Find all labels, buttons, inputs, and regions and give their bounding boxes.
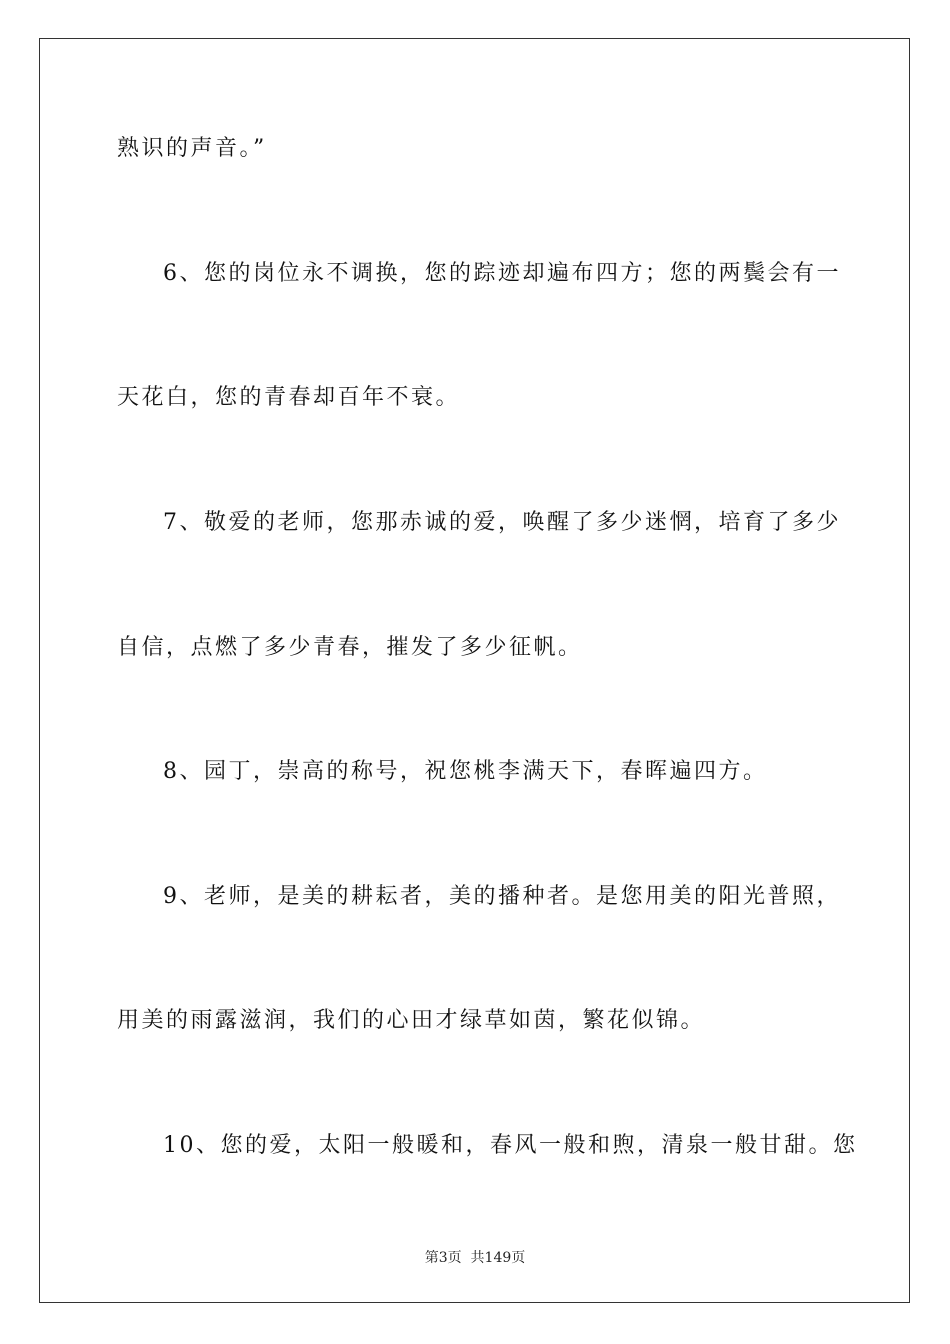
text-line-2: 6、您的岗位永不调换，您的踪迹却遍布四方；您的两鬓会有一: [163, 261, 841, 286]
text-line-3: 天花白，您的青春却百年不衰。: [117, 385, 461, 410]
text-line-4: 7、敬爱的老师，您那赤诚的爱，唤醒了多少迷惘，培育了多少: [163, 510, 841, 535]
page-border: [39, 38, 910, 1303]
text-line-5: 自信，点燃了多少青春，摧发了多少征帆。: [117, 635, 583, 660]
page-footer: 第3页 共149页: [424, 1250, 526, 1266]
text-line-6: 8、园丁，崇高的称号，祝您桃李满天下，春晖遍四方。: [163, 759, 768, 784]
text-line-9: 10、您的爱，太阳一般暖和，春风一般和煦，清泉一般甘甜。您: [163, 1133, 858, 1158]
text-line-7: 9、老师，是美的耕耘者，美的播种者。是您用美的阳光普照，: [163, 884, 841, 909]
text-line-8: 用美的雨露滋润，我们的心田才绿草如茵，繁花似锦。: [117, 1008, 706, 1033]
text-line-1: 熟识的声音。”: [117, 136, 267, 161]
